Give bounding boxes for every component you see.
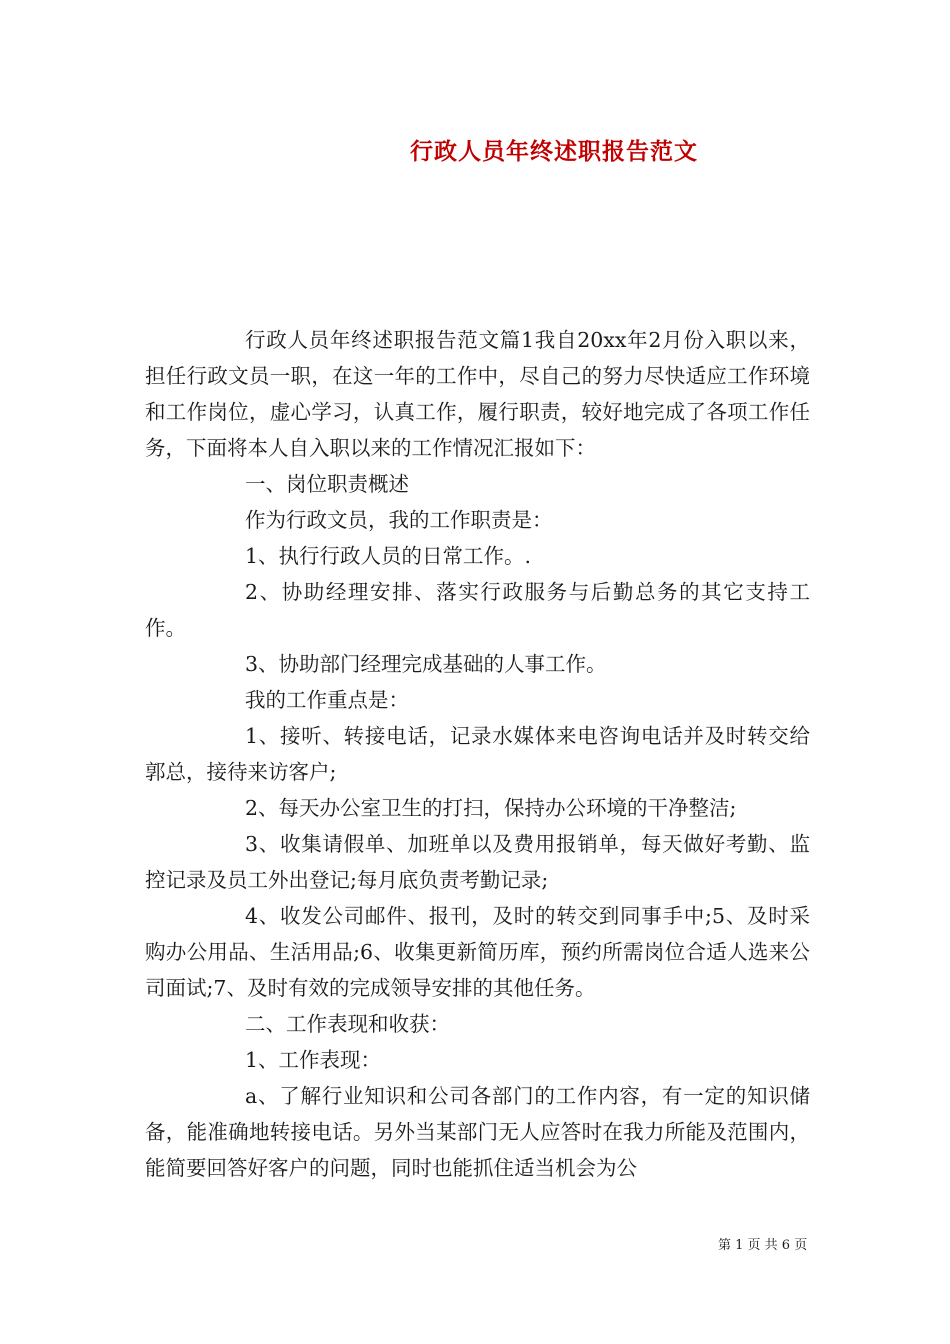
list-item: 1、接听、转接电话，记录水媒体来电咨询电话并及时转交给郭总，接待来访客户; <box>145 724 810 784</box>
list-item: 1、执行行政人员的日常工作。. <box>245 544 532 568</box>
list-item: 2、每天办公室卫生的打扫，保持办公环境的干净整洁; <box>245 796 737 820</box>
section-heading-performance: 二、工作表现和收获： <box>245 1012 450 1036</box>
list-item: 3、协助部门经理完成基础的人事工作。 <box>245 652 607 676</box>
paragraph: 作为行政文员，我的工作职责是： <box>245 508 553 532</box>
section-heading-duties: 一、岗位职责概述 <box>245 472 409 496</box>
subsection-heading: 1、工作表现： <box>245 1048 382 1072</box>
list-item: 2、协助经理安排、落实行政服务与后勤总务的其它支持工作。 <box>145 580 810 640</box>
list-item: 4、收发公司邮件、报刊，及时的转交到同事手中;5、及时采购办公用品、生活用品;6、收集更新简历库，预约所需岗位合适人选来公司面试;7、及时有效的完成领导安排的其他任务。 <box>145 904 810 1000</box>
page-number-footer: 第 1 页 共 6 页 <box>718 1238 808 1253</box>
document-title: 行政人员年终述职报告范文 <box>410 138 698 165</box>
paragraph: 我的工作重点是： <box>245 688 409 712</box>
list-item: a、了解行业知识和公司各部门的工作内容，有一定的知识储备，能准确地转接电话。另外当某部门无人应答时在我力所能及范围内，能简要回答好客户的问题，同时也能抓住适当机会为公 <box>145 1084 810 1180</box>
list-item: 3、收集请假单、加班单以及费用报销单，每天做好考勤、监控记录及员工外出登记;每月底负责考勤记录; <box>145 832 810 892</box>
paragraph-intro: 行政人员年终述职报告范文篇1我自20xx年2月份入职以来，担任行政文员一职，在这一年的工作中，尽自己的努力尽快适应工作环境和工作岗位，虚心学习，认真工作，履行职责，较好地完成了各项工作任务，下面将本人自入职以来的工作情况汇报如下： <box>145 328 810 460</box>
document-body <box>145 322 810 1186</box>
